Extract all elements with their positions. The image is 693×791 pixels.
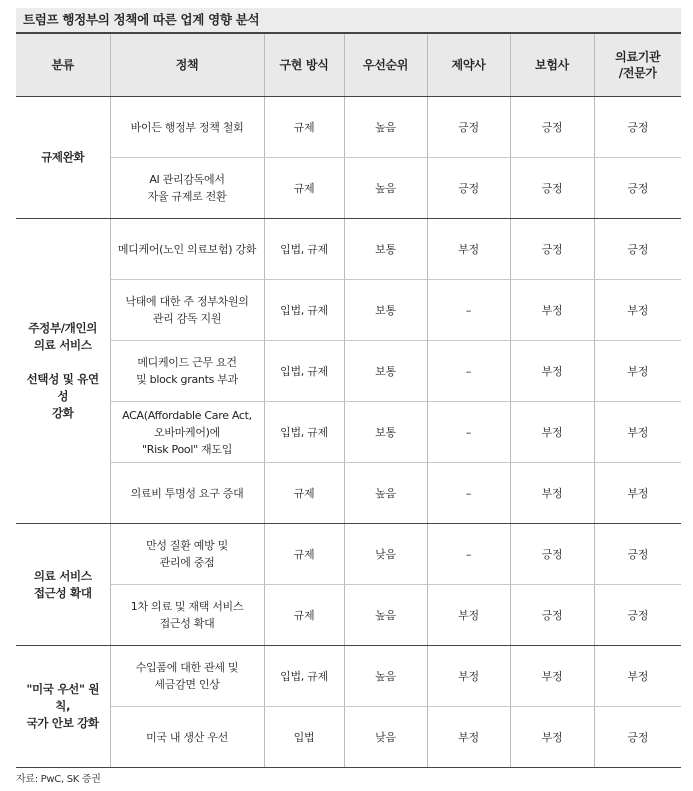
column-header: 분류 <box>16 33 110 97</box>
table-title: 트럼프 행정부의 정책에 따른 업계 영향 분석 <box>16 8 681 32</box>
policy-cell: 의료비 투명성 요구 증대 <box>110 463 264 524</box>
policy-cell: 만성 질환 예방 및 관리에 중점 <box>110 524 264 585</box>
provider-impact-cell: 부정 <box>594 341 681 402</box>
category-cell: 의료 서비스 접근성 확대 <box>16 524 110 646</box>
column-header: 구현 방식 <box>264 33 344 97</box>
pharma-impact-cell: 부정 <box>427 219 510 280</box>
table-row <box>16 97 681 158</box>
provider-impact-cell: 부정 <box>594 402 681 463</box>
policy-cell: ACA(Affordable Care Act, 오바마케어)에 "Risk Pool" 재도입 <box>110 402 264 463</box>
priority-cell: 높음 <box>344 97 427 158</box>
provider-impact-cell: 긍정 <box>594 524 681 585</box>
policy-cell: AI 관리감독에서 자율 규제로 전환 <box>110 158 264 219</box>
policy-cell: 메디케이드 근무 요건 및 block grants 부과 <box>110 341 264 402</box>
provider-impact-cell: 긍정 <box>594 158 681 219</box>
category-cell: 주정부/개인의 의료 서비스 선택성 및 유연성 강화 <box>16 219 110 524</box>
insurer-impact-cell: 부정 <box>510 707 594 768</box>
table-row <box>16 707 681 768</box>
table-body <box>16 97 681 768</box>
method-cell: 입법, 규제 <box>264 341 344 402</box>
policy-cell: 수입품에 대한 관세 및 세금감면 인상 <box>110 646 264 707</box>
method-cell: 입법, 규제 <box>264 280 344 341</box>
policy-cell: 1차 의료 및 재택 서비스 접근성 확대 <box>110 585 264 646</box>
insurer-impact-cell: 부정 <box>510 402 594 463</box>
priority-cell: 높음 <box>344 585 427 646</box>
method-cell: 입법 <box>264 707 344 768</box>
provider-impact-cell: 긍정 <box>594 219 681 280</box>
category-cell: 규제완화 <box>16 97 110 219</box>
provider-impact-cell: 긍정 <box>594 97 681 158</box>
insurer-impact-cell: 긍정 <box>510 219 594 280</box>
method-cell: 입법, 규제 <box>264 219 344 280</box>
priority-cell: 보통 <box>344 402 427 463</box>
method-cell: 규제 <box>264 97 344 158</box>
provider-impact-cell: 부정 <box>594 646 681 707</box>
method-cell: 규제 <box>264 585 344 646</box>
priority-cell: 낮음 <box>344 707 427 768</box>
table-row <box>16 341 681 402</box>
insurer-impact-cell: 부정 <box>510 646 594 707</box>
insurer-impact-cell: 부정 <box>510 280 594 341</box>
column-header: 보험사 <box>510 33 594 97</box>
priority-cell: 높음 <box>344 158 427 219</box>
table-row <box>16 524 681 585</box>
pharma-impact-cell: 긍정 <box>427 97 510 158</box>
source-note: 자료: PwC, SK 증권 <box>16 774 101 785</box>
method-cell: 규제 <box>264 463 344 524</box>
provider-impact-cell: 긍정 <box>594 585 681 646</box>
priority-cell: 보통 <box>344 341 427 402</box>
pharma-impact-cell: – <box>427 402 510 463</box>
insurer-impact-cell: 부정 <box>510 463 594 524</box>
pharma-impact-cell: 부정 <box>427 585 510 646</box>
policy-cell: 낙태에 대한 주 정부차원의 관리 감독 지원 <box>110 280 264 341</box>
insurer-impact-cell: 긍정 <box>510 158 594 219</box>
table-row <box>16 463 681 524</box>
table-row <box>16 219 681 280</box>
column-header: 의료기관 /전문가 <box>594 33 681 97</box>
priority-cell: 보통 <box>344 219 427 280</box>
insurer-impact-cell: 긍정 <box>510 585 594 646</box>
header-row <box>16 33 681 97</box>
insurer-impact-cell: 긍정 <box>510 524 594 585</box>
priority-cell: 보통 <box>344 280 427 341</box>
table-row <box>16 402 681 463</box>
category-cell: "미국 우선" 원칙, 국가 안보 강화 <box>16 646 110 768</box>
table-row <box>16 646 681 707</box>
pharma-impact-cell: 부정 <box>427 646 510 707</box>
table-row <box>16 585 681 646</box>
priority-cell: 높음 <box>344 646 427 707</box>
pharma-impact-cell: – <box>427 280 510 341</box>
policy-impact-table <box>16 32 681 768</box>
priority-cell: 높음 <box>344 463 427 524</box>
policy-cell: 바이든 행정부 정책 철회 <box>110 97 264 158</box>
pharma-impact-cell: – <box>427 341 510 402</box>
pharma-impact-cell: – <box>427 463 510 524</box>
provider-impact-cell: 긍정 <box>594 707 681 768</box>
pharma-impact-cell: 긍정 <box>427 158 510 219</box>
method-cell: 규제 <box>264 524 344 585</box>
provider-impact-cell: 부정 <box>594 280 681 341</box>
insurer-impact-cell: 부정 <box>510 341 594 402</box>
column-header: 정책 <box>110 33 264 97</box>
priority-cell: 낮음 <box>344 524 427 585</box>
table-row <box>16 280 681 341</box>
method-cell: 입법, 규제 <box>264 646 344 707</box>
policy-cell: 미국 내 생산 우선 <box>110 707 264 768</box>
policy-cell: 메디케어(노인 의료보험) 강화 <box>110 219 264 280</box>
insurer-impact-cell: 긍정 <box>510 97 594 158</box>
pharma-impact-cell: – <box>427 524 510 585</box>
provider-impact-cell: 부정 <box>594 463 681 524</box>
method-cell: 입법, 규제 <box>264 402 344 463</box>
column-header: 제약사 <box>427 33 510 97</box>
column-header: 우선순위 <box>344 33 427 97</box>
method-cell: 규제 <box>264 158 344 219</box>
pharma-impact-cell: 부정 <box>427 707 510 768</box>
table-row <box>16 158 681 219</box>
